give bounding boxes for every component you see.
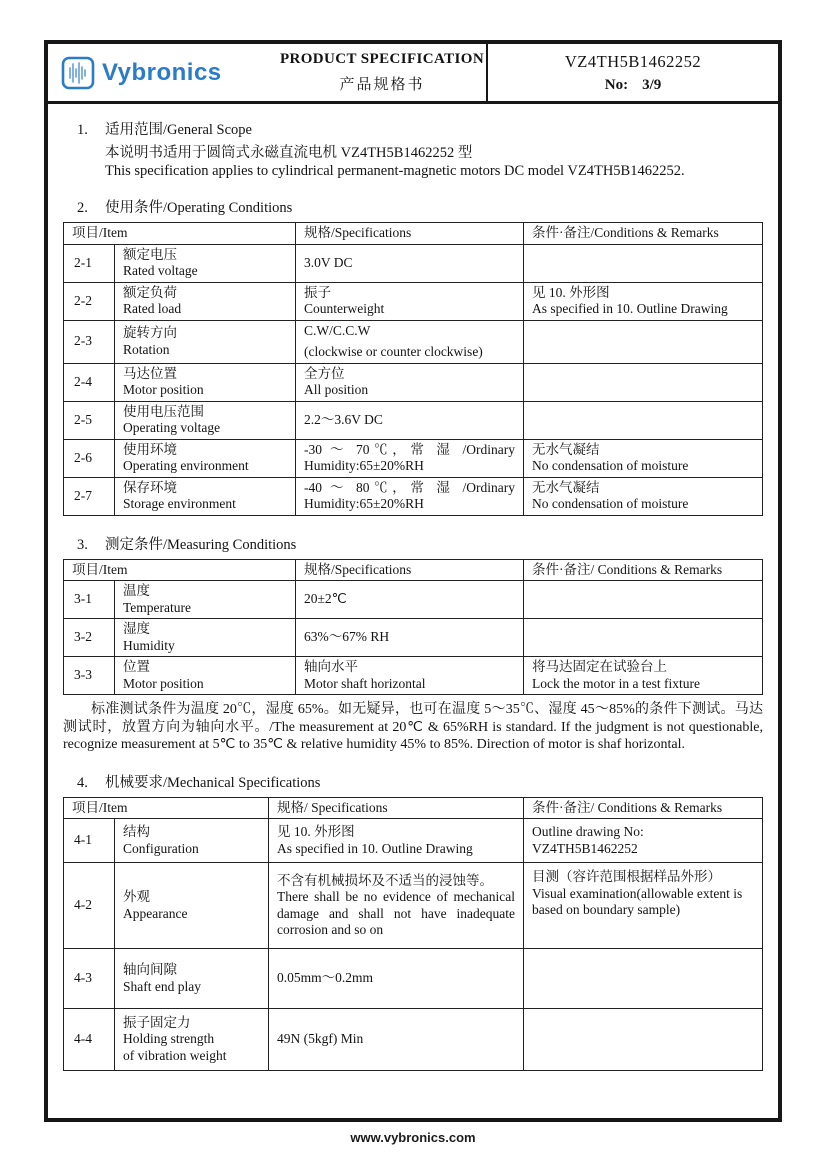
table-row [64, 819, 763, 863]
scope-line-chinese: 本说明书适用于圆筒式永磁直流电机 VZ4TH5B1462252 型 [105, 145, 473, 161]
item-remark [524, 1009, 763, 1071]
measuring-conditions-note: 标准测试条件为温度 20℃，湿度 65%。如无疑异，也可在温度 5～35℃、湿度 45～85%的条件下测试。马达测试时，放置方向为轴向水平。/The measurement at 20℃ & 65%RH is standard. If the judgment is not questionable, recognize measurement at 5℃ to 35℃ & relative humidity 45% to 85%. Direction of motor is shaf horizontal. [63, 702, 763, 752]
item-id: 2-3 [64, 320, 115, 363]
item-id: 4-4 [64, 1009, 115, 1071]
page-content [48, 104, 778, 1071]
page-number-label: No: [604, 76, 629, 93]
item-name: 使用电压范围 Operating voltage [115, 401, 296, 439]
item-remark [524, 581, 763, 619]
item-remark: 将马达固定在试验台上 Lock the motor in a test fixture [524, 657, 763, 695]
table-row [64, 863, 763, 949]
section-measuring-conditions [63, 533, 763, 696]
table-row [64, 477, 763, 515]
table-row [64, 1009, 763, 1071]
item-spec: 2.2～3.6V DC [296, 401, 524, 439]
brand-name: Vybronics [102, 58, 222, 86]
section-2-title: 使用条件/Operating Conditions [105, 200, 293, 216]
section-3-heading [77, 533, 763, 554]
brand-logo [48, 44, 278, 101]
vybronics-waveform-icon [61, 56, 95, 90]
document-info [486, 44, 778, 101]
table-row [64, 619, 763, 657]
item-id: 2-5 [64, 401, 115, 439]
spec-sheet-page [44, 40, 782, 1122]
section-1-title: 适用范围/General Scope [105, 122, 252, 138]
section-operating-conditions [63, 196, 763, 516]
item-remark [524, 619, 763, 657]
item-remark [524, 949, 763, 1009]
table-row [64, 657, 763, 695]
item-spec: 不含有机械损坏及不适当的浸蚀等。 There shall be no evidence of mechanical damage and shall not have inadequate corrosion and so on [269, 863, 524, 949]
item-spec: 20±2℃ [296, 581, 524, 619]
item-spec: 轴向水平 Motor shaft horizontal [296, 657, 524, 695]
table-row [64, 320, 763, 363]
column-header-item: 项目/Item [64, 223, 296, 245]
table-row [64, 949, 763, 1009]
section-1-body [105, 144, 763, 180]
table-header-row [64, 223, 763, 245]
item-id: 2-1 [64, 244, 115, 282]
item-id: 2-6 [64, 439, 115, 477]
table-row [64, 439, 763, 477]
item-id: 4-1 [64, 819, 115, 863]
item-remark: Outline drawing No: VZ4TH5B1462252 [524, 819, 763, 863]
section-3-title: 测定条件/Measuring Conditions [105, 536, 297, 553]
item-spec: 见 10. 外形图 As specified in 10. Outline Drawing [269, 819, 524, 863]
item-name: 马达位置 Motor position [115, 363, 296, 401]
operating-conditions-table [63, 222, 763, 516]
item-name: 使用环境 Operating environment [115, 439, 296, 477]
item-name: 结构 Configuration [115, 819, 269, 863]
item-spec: 49N (5kgf) Min [269, 1009, 524, 1071]
table-row [64, 581, 763, 619]
item-name: 湿度 Humidity [115, 619, 296, 657]
column-header-specifications: 规格/Specifications [296, 559, 524, 581]
column-header-specifications: 规格/Specifications [296, 223, 524, 245]
section-4-title: 机械要求/Mechanical Specifications [105, 774, 321, 791]
item-id: 4-2 [64, 863, 115, 949]
item-id: 2-7 [64, 477, 115, 515]
item-id: 2-4 [64, 363, 115, 401]
table-row [64, 363, 763, 401]
item-name: 外观 Appearance [115, 863, 269, 949]
item-spec: 3.0V DC [296, 244, 524, 282]
item-id: 2-2 [64, 282, 115, 320]
item-spec: C.W/C.C.W (clockwise or counter clockwise) [296, 320, 524, 363]
item-spec: -40 ～ 80℃，常 湿 /Ordinary Humidity:65±20%RH [296, 477, 524, 515]
column-header-item: 项目/Item [64, 559, 296, 581]
item-spec: 振子 Counterweight [296, 282, 524, 320]
section-general-scope [63, 118, 763, 180]
footer-url: www.vybronics.com [350, 1130, 476, 1145]
column-header-specifications: 规格/ Specifications [269, 797, 524, 819]
item-remark: 无水气凝结 No condensation of moisture [524, 477, 763, 515]
item-spec: -30 ～ 70℃，常 湿 /Ordinary Humidity:65±20%RH [296, 439, 524, 477]
section-mechanical-specifications [63, 771, 763, 1072]
section-3-number: 3. [77, 536, 88, 553]
item-remark [524, 320, 763, 363]
item-spec: 63%～67% RH [296, 619, 524, 657]
item-spec: 全方位 All position [296, 363, 524, 401]
scope-line-english: This specification applies to cylindrical permanent-magnetic motors DC model VZ4TH5B1462252. [105, 163, 685, 179]
item-remark: 无水气凝结 No condensation of moisture [524, 439, 763, 477]
column-header-remarks: 条件·备注/ Conditions & Remarks [524, 559, 763, 581]
section-1-number: 1. [77, 122, 88, 138]
section-2-heading [77, 196, 763, 217]
item-name: 保存环境 Storage environment [115, 477, 296, 515]
item-id: 3-2 [64, 619, 115, 657]
page-number-value: 3/9 [642, 76, 662, 93]
item-name: 旋转方向 Rotation [115, 320, 296, 363]
section-4-heading [77, 771, 763, 792]
page-number [488, 77, 778, 94]
model-number: VZ4TH5B1462252 [564, 51, 702, 71]
item-remark [524, 363, 763, 401]
column-header-item: 项目/Item [64, 797, 269, 819]
item-name: 额定电压 Rated voltage [115, 244, 296, 282]
page-header [48, 44, 778, 104]
item-remark [524, 244, 763, 282]
title-chinese: 产品规格书 [339, 77, 425, 93]
item-remark: 见 10. 外形图 As specified in 10. Outline Drawing [524, 282, 763, 320]
table-header-row [64, 797, 763, 819]
item-name: 位置 Motor position [115, 657, 296, 695]
item-id: 3-1 [64, 581, 115, 619]
title-english: PRODUCT SPECIFICATION [279, 51, 485, 67]
item-name: 温度 Temperature [115, 581, 296, 619]
document-title [278, 44, 486, 101]
table-row [64, 282, 763, 320]
section-2-number: 2. [77, 200, 88, 216]
item-id: 3-3 [64, 657, 115, 695]
item-name: 轴向间隙 Shaft end play [115, 949, 269, 1009]
measuring-conditions-table [63, 559, 763, 696]
item-name: 额定负荷 Rated load [115, 282, 296, 320]
item-spec: 0.05mm～0.2mm [269, 949, 524, 1009]
section-1-heading [77, 118, 763, 139]
section-4-number: 4. [77, 774, 88, 791]
item-remark: 目测（容许范围根据样品外形） Visual examination(allowable extent is based on boundary sample) [524, 863, 763, 949]
table-row [64, 244, 763, 282]
item-name: 振子固定力 Holding strength of vibration weight [115, 1009, 269, 1071]
item-remark [524, 401, 763, 439]
item-id: 4-3 [64, 949, 115, 1009]
table-header-row [64, 559, 763, 581]
table-row [64, 401, 763, 439]
column-header-remarks: 条件·备注/Conditions & Remarks [524, 223, 763, 245]
column-header-remarks: 条件·备注/ Conditions & Remarks [524, 797, 763, 819]
mechanical-specifications-table [63, 797, 763, 1072]
